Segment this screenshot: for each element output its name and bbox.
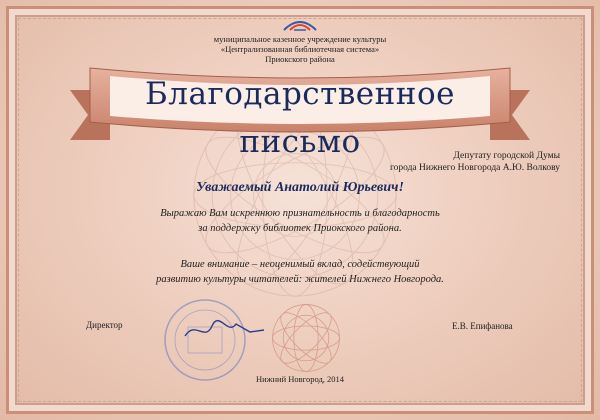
organization-line-2: «Централизованная библиотечная система» <box>220 44 380 54</box>
body-line-3: Ваше внимание – неоценимый вклад, содействующий <box>180 259 420 270</box>
library-logo <box>282 12 318 34</box>
body-line-4: развитию культуры читателей: жителей Нижнего Новгорода. <box>156 274 444 285</box>
organization-line-1: муниципальное казенное учреждение культуры <box>213 34 387 44</box>
body-line-2: за поддержку библиотек Приокского района. <box>198 223 402 234</box>
place-and-year: Нижний Новгород, 2014 <box>255 374 345 384</box>
organization-line-3: Приокского района <box>265 54 335 64</box>
greeting: Уважаемый Анатолий Юрьевич! <box>196 180 404 195</box>
addressee-line-1: Депутату городской Думы <box>453 151 560 161</box>
addressee-line-2: города Нижнего Новгорода А.Ю. Волкову <box>389 163 560 173</box>
page-title: Благодарственное письмо <box>145 76 455 160</box>
signature-name: Е.В. Епифанова <box>452 321 513 331</box>
signature-role: Директор <box>86 320 123 330</box>
emblem-rosette <box>268 300 344 376</box>
handwritten-signature <box>180 314 270 344</box>
body-line-1: Выражаю Вам искреннюю признательность и благодарность <box>160 208 440 219</box>
